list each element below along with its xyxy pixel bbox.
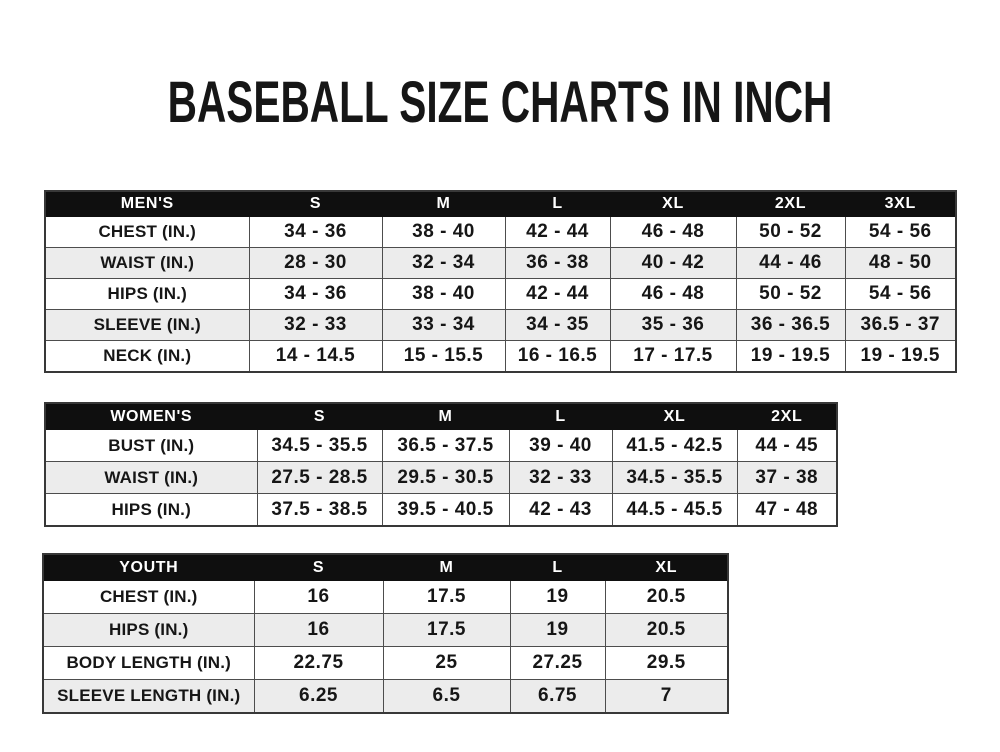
mens-size-header-cell: XL [610, 191, 736, 217]
mens-size-value-cell: 46 - 48 [610, 217, 736, 248]
mens-measurement-label-cell: CHEST (IN.) [45, 217, 249, 248]
womens-size-header-cell: M [382, 403, 509, 430]
mens-size-value-cell: 36 - 36.5 [736, 310, 845, 341]
womens-size-header-cell: S [257, 403, 382, 430]
womens-table-row [45, 462, 837, 494]
mens-size-header-cell: 3XL [845, 191, 956, 217]
womens-measurement-label-cell: WAIST (IN.) [45, 462, 257, 494]
youth-size-header-cell: XL [605, 554, 728, 581]
womens-table-row [45, 430, 837, 462]
youth-size-value-cell: 19 [510, 581, 605, 614]
mens-header-row [45, 191, 956, 217]
mens-size-value-cell: 34 - 36 [249, 279, 382, 310]
mens-measurement-label-cell: HIPS (IN.) [45, 279, 249, 310]
mens-size-value-cell: 16 - 16.5 [505, 341, 610, 373]
mens-size-value-cell: 35 - 36 [610, 310, 736, 341]
mens-size-value-cell: 19 - 19.5 [845, 341, 956, 373]
youth-size-value-cell: 7 [605, 680, 728, 714]
youth-table-row [43, 647, 728, 680]
mens-size-value-cell: 33 - 34 [382, 310, 505, 341]
mens-table-row [45, 310, 956, 341]
youth-size-header-cell: M [383, 554, 510, 581]
womens-size-table [44, 402, 838, 527]
youth-table-row [43, 680, 728, 714]
womens-size-value-cell: 29.5 - 30.5 [382, 462, 509, 494]
womens-table-row [45, 494, 837, 527]
womens-size-value-cell: 27.5 - 28.5 [257, 462, 382, 494]
mens-size-header-cell: S [249, 191, 382, 217]
mens-table-row [45, 341, 956, 373]
mens-size-value-cell: 50 - 52 [736, 217, 845, 248]
youth-size-value-cell: 6.75 [510, 680, 605, 714]
youth-size-value-cell: 20.5 [605, 581, 728, 614]
womens-size-header-cell: XL [612, 403, 737, 430]
mens-size-value-cell: 54 - 56 [845, 279, 956, 310]
youth-size-table [42, 553, 729, 714]
youth-size-value-cell: 17.5 [383, 614, 510, 647]
mens-measurement-label-cell: WAIST (IN.) [45, 248, 249, 279]
youth-table-row [43, 581, 728, 614]
youth-size-value-cell: 6.25 [254, 680, 383, 714]
womens-size-value-cell: 32 - 33 [509, 462, 612, 494]
youth-size-value-cell: 25 [383, 647, 510, 680]
mens-size-header-cell: L [505, 191, 610, 217]
mens-size-value-cell: 32 - 34 [382, 248, 505, 279]
youth-header-row [43, 554, 728, 581]
youth-size-value-cell: 16 [254, 614, 383, 647]
womens-size-value-cell: 34.5 - 35.5 [257, 430, 382, 462]
mens-size-value-cell: 19 - 19.5 [736, 341, 845, 373]
mens-size-header-cell: 2XL [736, 191, 845, 217]
youth-size-value-cell: 29.5 [605, 647, 728, 680]
mens-size-value-cell: 44 - 46 [736, 248, 845, 279]
youth-size-value-cell: 17.5 [383, 581, 510, 614]
mens-size-value-cell: 14 - 14.5 [249, 341, 382, 373]
youth-measurement-label-cell: CHEST (IN.) [43, 581, 254, 614]
womens-size-value-cell: 39.5 - 40.5 [382, 494, 509, 527]
youth-size-value-cell: 16 [254, 581, 383, 614]
mens-size-value-cell: 40 - 42 [610, 248, 736, 279]
womens-header-row [45, 403, 837, 430]
mens-group-header-cell: MEN'S [45, 191, 249, 217]
mens-size-value-cell: 36.5 - 37 [845, 310, 956, 341]
mens-size-value-cell: 46 - 48 [610, 279, 736, 310]
youth-size-value-cell: 20.5 [605, 614, 728, 647]
mens-size-header-cell: M [382, 191, 505, 217]
mens-size-table [44, 190, 957, 373]
womens-group-header-cell: WOMEN'S [45, 403, 257, 430]
mens-table-row [45, 279, 956, 310]
youth-group-header-cell: YOUTH [43, 554, 254, 581]
youth-measurement-label-cell: SLEEVE LENGTH (IN.) [43, 680, 254, 714]
womens-size-value-cell: 47 - 48 [737, 494, 837, 527]
youth-size-value-cell: 19 [510, 614, 605, 647]
mens-size-value-cell: 38 - 40 [382, 217, 505, 248]
mens-size-value-cell: 50 - 52 [736, 279, 845, 310]
womens-size-header-cell: L [509, 403, 612, 430]
mens-size-value-cell: 34 - 36 [249, 217, 382, 248]
mens-size-value-cell: 15 - 15.5 [382, 341, 505, 373]
womens-size-value-cell: 44 - 45 [737, 430, 837, 462]
mens-size-value-cell: 32 - 33 [249, 310, 382, 341]
mens-size-value-cell: 48 - 50 [845, 248, 956, 279]
womens-measurement-label-cell: HIPS (IN.) [45, 494, 257, 527]
mens-size-value-cell: 36 - 38 [505, 248, 610, 279]
mens-size-value-cell: 34 - 35 [505, 310, 610, 341]
womens-size-value-cell: 42 - 43 [509, 494, 612, 527]
youth-measurement-label-cell: BODY LENGTH (IN.) [43, 647, 254, 680]
mens-size-value-cell: 38 - 40 [382, 279, 505, 310]
womens-size-value-cell: 34.5 - 35.5 [612, 462, 737, 494]
womens-size-value-cell: 37 - 38 [737, 462, 837, 494]
mens-table-row [45, 217, 956, 248]
womens-size-value-cell: 41.5 - 42.5 [612, 430, 737, 462]
mens-measurement-label-cell: NECK (IN.) [45, 341, 249, 373]
womens-measurement-label-cell: BUST (IN.) [45, 430, 257, 462]
womens-size-header-cell: 2XL [737, 403, 837, 430]
mens-size-value-cell: 54 - 56 [845, 217, 956, 248]
youth-size-header-cell: L [510, 554, 605, 581]
page-title: BASEBALL SIZE CHARTS IN INCH [167, 70, 833, 135]
youth-size-value-cell: 6.5 [383, 680, 510, 714]
mens-size-value-cell: 42 - 44 [505, 279, 610, 310]
youth-table-row [43, 614, 728, 647]
mens-size-value-cell: 28 - 30 [249, 248, 382, 279]
womens-size-value-cell: 44.5 - 45.5 [612, 494, 737, 527]
mens-table-row [45, 248, 956, 279]
womens-size-value-cell: 36.5 - 37.5 [382, 430, 509, 462]
mens-size-value-cell: 17 - 17.5 [610, 341, 736, 373]
womens-size-value-cell: 39 - 40 [509, 430, 612, 462]
youth-size-value-cell: 22.75 [254, 647, 383, 680]
womens-size-value-cell: 37.5 - 38.5 [257, 494, 382, 527]
mens-measurement-label-cell: SLEEVE (IN.) [45, 310, 249, 341]
youth-size-value-cell: 27.25 [510, 647, 605, 680]
youth-measurement-label-cell: HIPS (IN.) [43, 614, 254, 647]
mens-size-value-cell: 42 - 44 [505, 217, 610, 248]
youth-size-header-cell: S [254, 554, 383, 581]
